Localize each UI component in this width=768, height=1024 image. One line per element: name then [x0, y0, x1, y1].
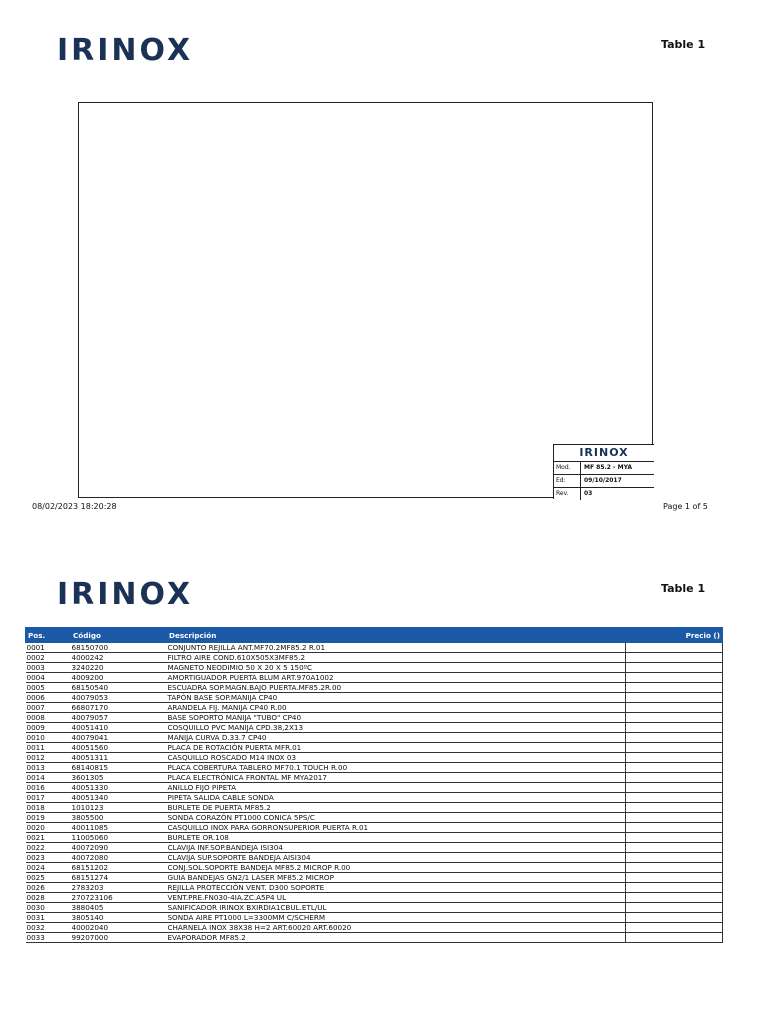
cell-price [626, 923, 723, 933]
cell-price [626, 783, 723, 793]
cell-description: ESCUADRA SOP.MAGN.BAJO PUERTA.MF85.2R.00 [167, 683, 626, 693]
cell-price [626, 703, 723, 713]
page-number: Page 1 of 5 [663, 502, 708, 511]
table-row [26, 853, 723, 863]
title-block-key: Ed: [554, 475, 581, 487]
cell-price [626, 873, 723, 883]
table-row [26, 753, 723, 763]
cell-price [626, 823, 723, 833]
table-row [26, 693, 723, 703]
cell-pos: 0025 [26, 873, 71, 883]
cell-code: 40051311 [71, 753, 167, 763]
table-row [26, 783, 723, 793]
header-pos: Pos. [26, 628, 71, 643]
cell-description: ANILLO FIJO PIPETA [167, 783, 626, 793]
table-row [26, 723, 723, 733]
cell-code: 99207000 [71, 933, 167, 943]
cell-pos: 0001 [26, 643, 71, 653]
cell-code: 3601305 [71, 773, 167, 783]
cell-pos: 0012 [26, 753, 71, 763]
cell-pos: 0014 [26, 773, 71, 783]
table-row [26, 863, 723, 873]
cell-code: 40002040 [71, 923, 167, 933]
cell-pos: 0007 [26, 703, 71, 713]
table-row [26, 923, 723, 933]
cell-description: CONJ.SOL.SOPORTE BANDEJA MF85.2 MICROP R.00 [167, 863, 626, 873]
cell-price [626, 893, 723, 903]
table-row [26, 683, 723, 693]
cell-price [626, 743, 723, 753]
cell-pos: 0005 [26, 683, 71, 693]
header-description: Descripción [167, 628, 626, 643]
table-row [26, 823, 723, 833]
table-row [26, 833, 723, 843]
table-row [26, 893, 723, 903]
cell-code: 68151202 [71, 863, 167, 873]
cell-pos: 0002 [26, 653, 71, 663]
cell-description: CLAVIJA INF.SOP.BANDEJA ISI304 [167, 843, 626, 853]
cell-pos: 0026 [26, 883, 71, 893]
cell-price [626, 753, 723, 763]
cell-description: PLACA ELECTRÓNICA FRONTAL MF MYA2017 [167, 773, 626, 783]
title-block-key: Mod. [554, 462, 581, 474]
cell-pos: 0008 [26, 713, 71, 723]
title-block-row [554, 475, 654, 488]
cell-description: REJILLA PROTECCIÓN VENT. D300 SOPORTE [167, 883, 626, 893]
cell-code: 4000242 [71, 653, 167, 663]
cell-price [626, 653, 723, 663]
cell-price [626, 843, 723, 853]
cell-description: TAPÓN BASE SOP.MANIJA CP40 [167, 693, 626, 703]
table-row [26, 843, 723, 853]
cell-pos: 0020 [26, 823, 71, 833]
brand-logo: IRINOX [57, 577, 194, 612]
cell-description: PIPETA SALIDA CABLE SONDA [167, 793, 626, 803]
cell-code: 66807170 [71, 703, 167, 713]
cell-code: 3805140 [71, 913, 167, 923]
cell-pos: 0011 [26, 743, 71, 753]
cell-description: SONDA CORAZÓN PT1000 CONICA 5PS/C [167, 813, 626, 823]
cell-description: SANIFICADOR IRINOX BXIRDIA1CBUL.ETL/UL [167, 903, 626, 913]
cell-pos: 0023 [26, 853, 71, 863]
cell-pos: 0004 [26, 673, 71, 683]
cell-price [626, 673, 723, 683]
table-row [26, 883, 723, 893]
cell-price [626, 903, 723, 913]
cell-description: FILTRO AIRE COND.610X505X3MF85.2 [167, 653, 626, 663]
cell-description: CLAVIJA SUP.SOPORTE BANDEJA AISI304 [167, 853, 626, 863]
cell-pos: 0018 [26, 803, 71, 813]
cell-description: CHARNELA INOX 38X38 H=2 ART.60020 ART.60020 [167, 923, 626, 933]
cell-pos: 0017 [26, 793, 71, 803]
cell-price [626, 833, 723, 843]
cell-pos: 0021 [26, 833, 71, 843]
cell-price [626, 813, 723, 823]
cell-pos: 0030 [26, 903, 71, 913]
cell-description: ARANDELA FIJ. MANIJA CP40 R.00 [167, 703, 626, 713]
cell-price [626, 643, 723, 653]
title-block-key: Rev. [554, 488, 581, 500]
cell-description: AMORTIGUADOR PUERTA BLUM ART.970A1002 [167, 673, 626, 683]
cell-pos: 0009 [26, 723, 71, 733]
cell-code: 40051560 [71, 743, 167, 753]
cell-description: VENT.PRE.FN030-4IA.ZC.A5P4 UL [167, 893, 626, 903]
table-row [26, 813, 723, 823]
cell-price [626, 663, 723, 673]
cell-price [626, 793, 723, 803]
cell-description: EVAPORADOR MF85.2 [167, 933, 626, 943]
cell-price [626, 853, 723, 863]
cell-pos: 0022 [26, 843, 71, 853]
table-row [26, 773, 723, 783]
cell-pos: 0019 [26, 813, 71, 823]
table-label: Table 1 [661, 38, 706, 51]
cell-pos: 0006 [26, 693, 71, 703]
cell-code: 40072090 [71, 843, 167, 853]
cell-code: 11005060 [71, 833, 167, 843]
table-row [26, 713, 723, 723]
cell-description: BURLETE DE PUERTA MF85.2 [167, 803, 626, 813]
table-row [26, 933, 723, 943]
cell-price [626, 713, 723, 723]
table-row [26, 663, 723, 673]
table-row [26, 673, 723, 683]
table-row [26, 703, 723, 713]
exploded-view-drawing [78, 102, 653, 498]
cell-price [626, 863, 723, 873]
cell-code: 2783203 [71, 883, 167, 893]
title-block-row [554, 462, 654, 475]
cell-code: 1010123 [71, 803, 167, 813]
table-row [26, 903, 723, 913]
brand-logo: IRINOX [57, 33, 194, 68]
cell-description: SONDA AIRE PT1000 L=3300MM C/SCHERM [167, 913, 626, 923]
cell-code: 3880405 [71, 903, 167, 913]
table-row [26, 793, 723, 803]
cell-price [626, 723, 723, 733]
table-row [26, 653, 723, 663]
cell-pos: 0003 [26, 663, 71, 673]
cell-code: 68150700 [71, 643, 167, 653]
cell-description: PLACA DE ROTACIÓN PUERTA MFR.01 [167, 743, 626, 753]
cell-description: CASQUILLO INOX PARA GORRONSUPERIOR PUERTA R.01 [167, 823, 626, 833]
cell-code: 40011085 [71, 823, 167, 833]
cell-description: MAGNETO NEODIMIO 50 X 20 X 5 150ºC [167, 663, 626, 673]
cell-price [626, 683, 723, 693]
title-block-row [554, 488, 654, 500]
table-label: Table 1 [661, 582, 706, 595]
table-row [26, 733, 723, 743]
table-row [26, 643, 723, 653]
cell-code: 40051410 [71, 723, 167, 733]
cell-pos: 0028 [26, 893, 71, 903]
cell-pos: 0016 [26, 783, 71, 793]
cell-code: 3805500 [71, 813, 167, 823]
cell-price [626, 773, 723, 783]
title-block-value: MF 85.2 - MYA [584, 464, 633, 471]
table-row [26, 743, 723, 753]
cell-code: 40079041 [71, 733, 167, 743]
parts-table [25, 627, 723, 943]
cell-description: GUIA BANDEJAS GN2/1 LASER MF85.2 MICROP [167, 873, 626, 883]
cell-pos: 0013 [26, 763, 71, 773]
cell-pos: 0024 [26, 863, 71, 873]
cell-code: 68150540 [71, 683, 167, 693]
cell-price [626, 733, 723, 743]
cell-description: COSQUILLO PVC MANIJA CPD.38,2X13 [167, 723, 626, 733]
cell-code: 40079053 [71, 693, 167, 703]
table-row [26, 913, 723, 923]
cell-code: 68140815 [71, 763, 167, 773]
cell-code: 40072080 [71, 853, 167, 863]
cell-description: MANIJA CURVA D.33.7 CP40 [167, 733, 626, 743]
cell-code: 40051340 [71, 793, 167, 803]
title-block [553, 444, 654, 499]
table-header-row [26, 628, 723, 643]
header-code: Código [71, 628, 167, 643]
title-block-value: 03 [584, 490, 593, 497]
cell-price [626, 883, 723, 893]
cell-price [626, 803, 723, 813]
cell-price [626, 763, 723, 773]
table-row [26, 873, 723, 883]
cell-description: CASQUILLO ROSCADO M14 INOX 03 [167, 753, 626, 763]
header-price: Precio () [626, 628, 723, 643]
cell-description: BASE SOPORTO MANIJA "TUBO" CP40 [167, 713, 626, 723]
cell-code: 3240220 [71, 663, 167, 673]
table-row [26, 803, 723, 813]
cell-code: 40051330 [71, 783, 167, 793]
table-row [26, 763, 723, 773]
print-timestamp: 08/02/2023 18:20:28 [32, 502, 117, 511]
cell-description: BURLETE OR.108 [167, 833, 626, 843]
cell-code: 270723106 [71, 893, 167, 903]
cell-code: 68151274 [71, 873, 167, 883]
cell-code: 4009200 [71, 673, 167, 683]
cell-pos: 0032 [26, 923, 71, 933]
title-block-brand: IRINOX [554, 445, 654, 462]
cell-price [626, 913, 723, 923]
cell-price [626, 933, 723, 943]
cell-pos: 0010 [26, 733, 71, 743]
cell-pos: 0031 [26, 913, 71, 923]
cell-price [626, 693, 723, 703]
title-block-value: 09/10/2017 [584, 477, 622, 484]
cell-description: PLACA COBERTURA TABLERO MF70.1 TOUCH R.00 [167, 763, 626, 773]
cell-pos: 0033 [26, 933, 71, 943]
cell-code: 40079057 [71, 713, 167, 723]
cell-description: CONJUNTO REJILLA ANT.MF70.2MF85.2 R.01 [167, 643, 626, 653]
